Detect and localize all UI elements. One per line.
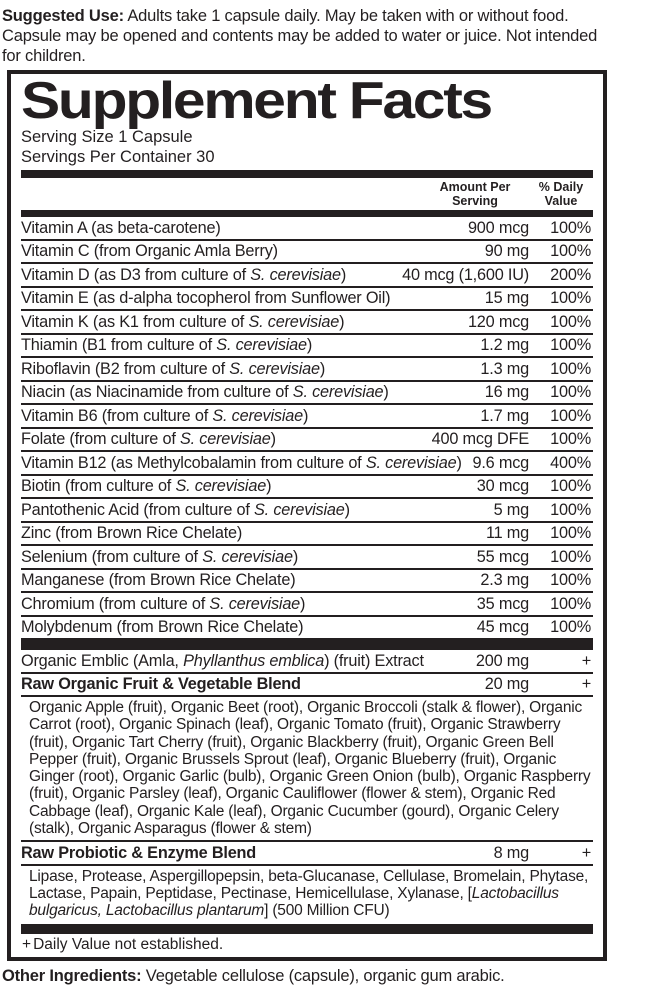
nutrient-daily-value: 100% xyxy=(550,289,591,307)
nutrient-daily-value: + xyxy=(581,675,591,693)
other-ingredients-label: Other Ingredients: xyxy=(2,967,142,986)
nutrient-name: Manganese (from Brown Rice Chelate) xyxy=(21,571,296,589)
serving-info xyxy=(21,127,593,167)
other-ingredients-body: Vegetable cellulose (capsule), organic gum arabic. xyxy=(141,967,505,986)
nutrient-row xyxy=(21,523,593,547)
nutrient-row xyxy=(21,476,593,500)
nutrient-row xyxy=(21,499,593,523)
nutrient-amount: 30 mcg xyxy=(476,477,529,495)
nutrient-amount: 20 mg xyxy=(484,675,529,693)
nutrient-amount: 5 mg xyxy=(493,500,529,519)
nutrient-name: Molybdenum (from Brown Rice Chelate) xyxy=(21,618,304,636)
nutrient-name: Vitamin A (as beta-carotene) xyxy=(21,218,221,237)
nutrient-daily-value: 100% xyxy=(550,406,591,425)
nutrient-daily-value: 100% xyxy=(550,477,591,495)
nutrient-amount: 120 mcg xyxy=(467,312,529,331)
nutrient-row xyxy=(21,650,593,674)
nutrient-row xyxy=(21,217,593,241)
nutrient-row xyxy=(21,405,593,429)
blend-table xyxy=(21,650,593,922)
nutrient-amount: 400 mcg DFE xyxy=(431,430,529,448)
nutrient-amount: 16 mg xyxy=(484,383,529,401)
divider-bar xyxy=(21,210,593,217)
daily-value-footnote xyxy=(21,934,593,957)
nutrient-name: Pantothenic Acid (from culture of S. cerevisiae) xyxy=(21,500,350,519)
nutrient-daily-value: 100% xyxy=(550,218,591,237)
servings-per-container: Servings Per Container 30 xyxy=(21,148,215,166)
nutrient-amount: 2.3 mg xyxy=(480,571,529,589)
nutrient-amount: 900 mcg xyxy=(467,218,529,237)
nutrient-amount: 35 mcg xyxy=(476,594,529,613)
nutrient-amount: 11 mg xyxy=(485,524,529,542)
nutrient-name: Selenium (from culture of S. cerevisiae) xyxy=(21,547,299,566)
nutrient-daily-value: 100% xyxy=(550,359,591,378)
panel-title: Supplement Facts xyxy=(21,72,491,130)
nutrient-amount: 45 mcg xyxy=(476,618,529,636)
nutrient-row xyxy=(21,546,593,570)
nutrient-name: Riboflavin (B2 from culture of S. cerevisiae) xyxy=(21,359,326,378)
suggested-use-label: Suggested Use: xyxy=(2,7,124,25)
serving-size: Serving Size 1 Capsule xyxy=(21,128,193,146)
nutrient-name: Niacin (as Niacinamide from culture of S. cerevisiae) xyxy=(21,383,389,401)
divider-bar xyxy=(21,924,593,934)
nutrient-row xyxy=(21,311,593,335)
amount-column-header: Amount Per Serving xyxy=(439,180,511,208)
nutrient-row xyxy=(21,264,593,288)
nutrient-amount: 200 mg xyxy=(475,651,529,670)
nutrient-row xyxy=(21,617,593,641)
nutrient-row xyxy=(21,335,593,359)
nutrient-amount: 9.6 mcg xyxy=(472,453,529,472)
nutrient-name: Folate (from culture of S. cerevisiae) xyxy=(21,430,276,448)
other-ingredients xyxy=(2,966,611,986)
nutrient-amount: 1.2 mg xyxy=(480,336,529,354)
nutrient-name: Raw Probiotic & Enzyme Blend xyxy=(21,843,257,862)
nutrient-name: Thiamin (B1 from culture of S. cerevisiae) xyxy=(21,336,313,354)
suggested-use-body: Adults take 1 capsule daily. May be taken with or without food. Capsule may be opened and contents may be added to water or juice. Not intended for children. xyxy=(2,7,598,65)
nutrient-row xyxy=(21,288,593,312)
nutrient-row xyxy=(21,674,593,698)
nutrient-row xyxy=(21,382,593,406)
nutrient-table xyxy=(21,217,593,640)
nutrient-row xyxy=(21,452,593,476)
nutrient-row xyxy=(21,241,593,265)
nutrient-daily-value: 400% xyxy=(550,453,591,472)
nutrient-name: Organic Emblic (Amla, Phyllanthus emblica) (fruit) Extract xyxy=(21,651,424,670)
nutrient-daily-value: 100% xyxy=(550,594,591,613)
nutrient-row xyxy=(21,570,593,594)
footnote-symbol: + xyxy=(22,936,32,954)
nutrient-daily-value: 100% xyxy=(550,383,591,401)
nutrient-daily-value: 100% xyxy=(550,500,591,519)
nutrient-daily-value: + xyxy=(581,651,591,670)
divider-bar xyxy=(21,640,593,650)
nutrient-name: Vitamin B6 (from culture of S. cerevisiae) xyxy=(21,406,309,425)
nutrient-amount: 15 mg xyxy=(484,289,529,307)
nutrient-daily-value: 100% xyxy=(550,336,591,354)
nutrient-name: Zinc (from Brown Rice Chelate) xyxy=(21,524,243,542)
nutrient-daily-value: 100% xyxy=(550,524,591,542)
suggested-use-text xyxy=(0,0,614,66)
nutrient-row xyxy=(21,429,593,453)
nutrient-name: Chromium (from culture of S. cerevisiae) xyxy=(21,594,306,613)
nutrient-name: Vitamin B12 (as Methylcobalamin from culture of S. cerevisiae) xyxy=(21,453,462,472)
column-headers xyxy=(21,178,593,210)
nutrient-name: Vitamin E (as d-alpha tocopherol from Sunflower Oil) xyxy=(21,289,391,307)
nutrient-amount: 8 mg xyxy=(493,843,529,862)
nutrient-amount: 55 mcg xyxy=(476,547,529,566)
nutrient-amount: 90 mg xyxy=(484,242,529,260)
nutrient-daily-value: 100% xyxy=(550,430,591,448)
blend-ingredients: Organic Apple (fruit), Organic Beet (root), Organic Broccoli (stalk & flower), Organic Carrot (root), Organic Spinach (leaf), Organic Tomato (fruit), Organic Strawberry (fruit), Organic Tart Cherry (fruit), Organic Blackberry (fruit), Organic Green Bell Pepper (fruit), Organic Brussels Sprout (leaf), Organic Blueberry (fruit), Organic Ginger (root), Organic Garlic (bulb), Organic Green Onion (bulb), Organic Raspberry (fruit), Organic Parsley (leaf), Organic Cauliflower (flower & stem), Organic Red Cabbage (leaf), Organic Kale (leaf), Organic Cucumber (gourd), Organic Celery (stalk), Organic Asparagus (flower & stem) xyxy=(21,697,593,842)
nutrient-row xyxy=(21,593,593,617)
nutrient-daily-value: + xyxy=(581,843,591,862)
nutrient-daily-value: 100% xyxy=(550,618,591,636)
nutrient-amount: 1.3 mg xyxy=(480,359,529,378)
nutrient-daily-value: 100% xyxy=(550,547,591,566)
nutrient-row xyxy=(21,842,593,866)
blend-ingredients: Lipase, Protease, Aspergillopepsin, beta-Glucanase, Cellulase, Bromelain, Phytase, Lactase, Papain, Peptidase, Pectinase, Hemicellulase, Xylanase, [Lactobacillus bulgaricus, Lactobacillus plantarum] (500 Million CFU) xyxy=(29,867,589,919)
nutrient-amount: 40 mcg (1,600 IU) xyxy=(402,265,529,284)
nutrient-daily-value: 100% xyxy=(550,312,591,331)
divider-bar xyxy=(21,170,593,178)
daily-value-column-header: % Daily Value xyxy=(538,180,584,208)
supplement-facts-panel xyxy=(7,70,607,961)
footnote-text: Daily Value not established. xyxy=(33,936,224,954)
nutrient-amount: 1.7 mg xyxy=(480,406,529,425)
nutrient-name: Biotin (from culture of S. cerevisiae) xyxy=(21,477,272,495)
nutrient-daily-value: 200% xyxy=(550,265,591,284)
nutrient-row xyxy=(21,358,593,382)
nutrient-daily-value: 100% xyxy=(550,571,591,589)
nutrient-name: Vitamin C (from Organic Amla Berry) xyxy=(21,242,278,260)
nutrient-name: Vitamin D (as D3 from culture of S. cerevisiae) xyxy=(21,265,347,284)
nutrient-name: Raw Organic Fruit & Vegetable Blend xyxy=(21,675,301,693)
nutrient-daily-value: 100% xyxy=(550,242,591,260)
nutrient-name: Vitamin K (as K1 from culture of S. cerevisiae) xyxy=(21,312,345,331)
